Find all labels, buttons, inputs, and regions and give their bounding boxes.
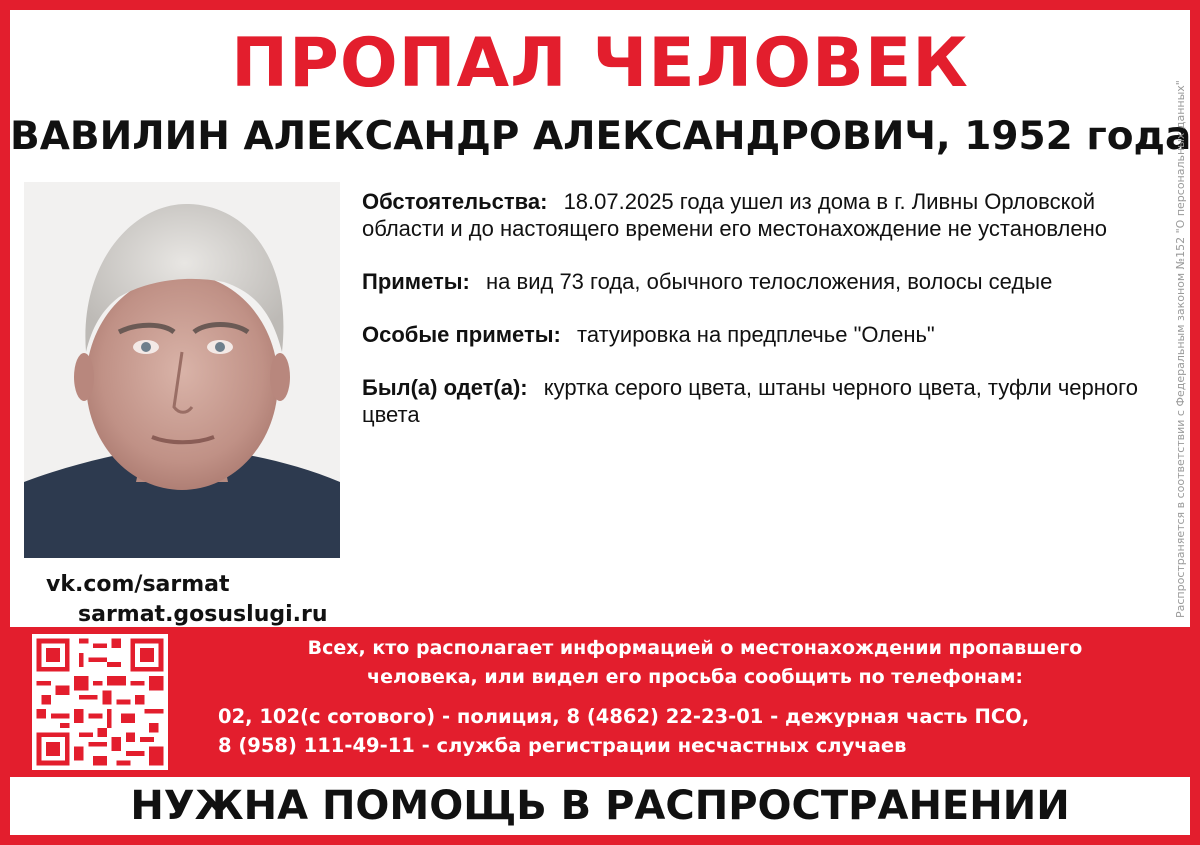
details-list — [362, 188, 1152, 454]
qr-code-icon[interactable] — [32, 634, 168, 770]
detail-circumstances — [362, 188, 1152, 242]
person-photo — [24, 182, 340, 558]
detail-text: татуировка на предплечье "Олень" — [577, 322, 935, 347]
appeal-line: Всех, кто располагает информацией о местонахождении пропавшего — [307, 637, 1083, 659]
phone-line: 8 (958) 111-49-11 - служба регистрации несчастных случаев — [218, 734, 907, 757]
detail-label: Был(а) одет(а): — [362, 375, 528, 400]
info-block — [200, 634, 1190, 760]
detail-special-marks — [362, 321, 1152, 348]
detail-text: на вид 73 года, обычного телосложения, волосы седые — [486, 269, 1053, 294]
help-call: НУЖНА ПОМОЩЬ В РАСПРОСТРАНЕНИИ — [130, 783, 1070, 829]
contact-links — [24, 570, 354, 630]
detail-label: Особые приметы: — [362, 322, 561, 347]
legal-note: Распространяется в соответствии с Федеральным законом №152 "О персональных данных" — [1174, 80, 1187, 618]
main-panel — [10, 10, 1190, 627]
detail-clothing — [362, 374, 1152, 428]
vk-link[interactable]: vk.com/sarmat — [46, 572, 230, 597]
detail-label: Обстоятельства: — [362, 189, 548, 214]
detail-label: Приметы: — [362, 269, 470, 294]
headline: ПРОПАЛ ЧЕЛОВЕК — [231, 24, 969, 103]
bottom-bar — [10, 777, 1190, 835]
detail-text: 18.07.2025 года ушел из дома в г. Ливны Орловской области и до настоящего времени его местонахождение не установлено — [362, 189, 1107, 241]
detail-appearance — [362, 268, 1152, 295]
appeal-text — [200, 634, 1190, 692]
phone-line: 02, 102(с сотового) - полиция, 8 (4862) 22-23-01 - дежурная часть ПСО, — [218, 705, 1030, 728]
person-name: ВАВИЛИН АЛЕКСАНДР АЛЕКСАНДРОВИЧ, 1952 года — [10, 114, 1192, 159]
phone-numbers — [200, 702, 1190, 760]
detail-text: куртка серого цвета, штаны черного цвета, туфли черного цвета — [362, 375, 1138, 427]
gosuslugi-link[interactable]: sarmat.gosuslugi.ru — [78, 602, 328, 627]
appeal-line: человека, или видел его просьба сообщить по телефонам: — [367, 666, 1023, 688]
